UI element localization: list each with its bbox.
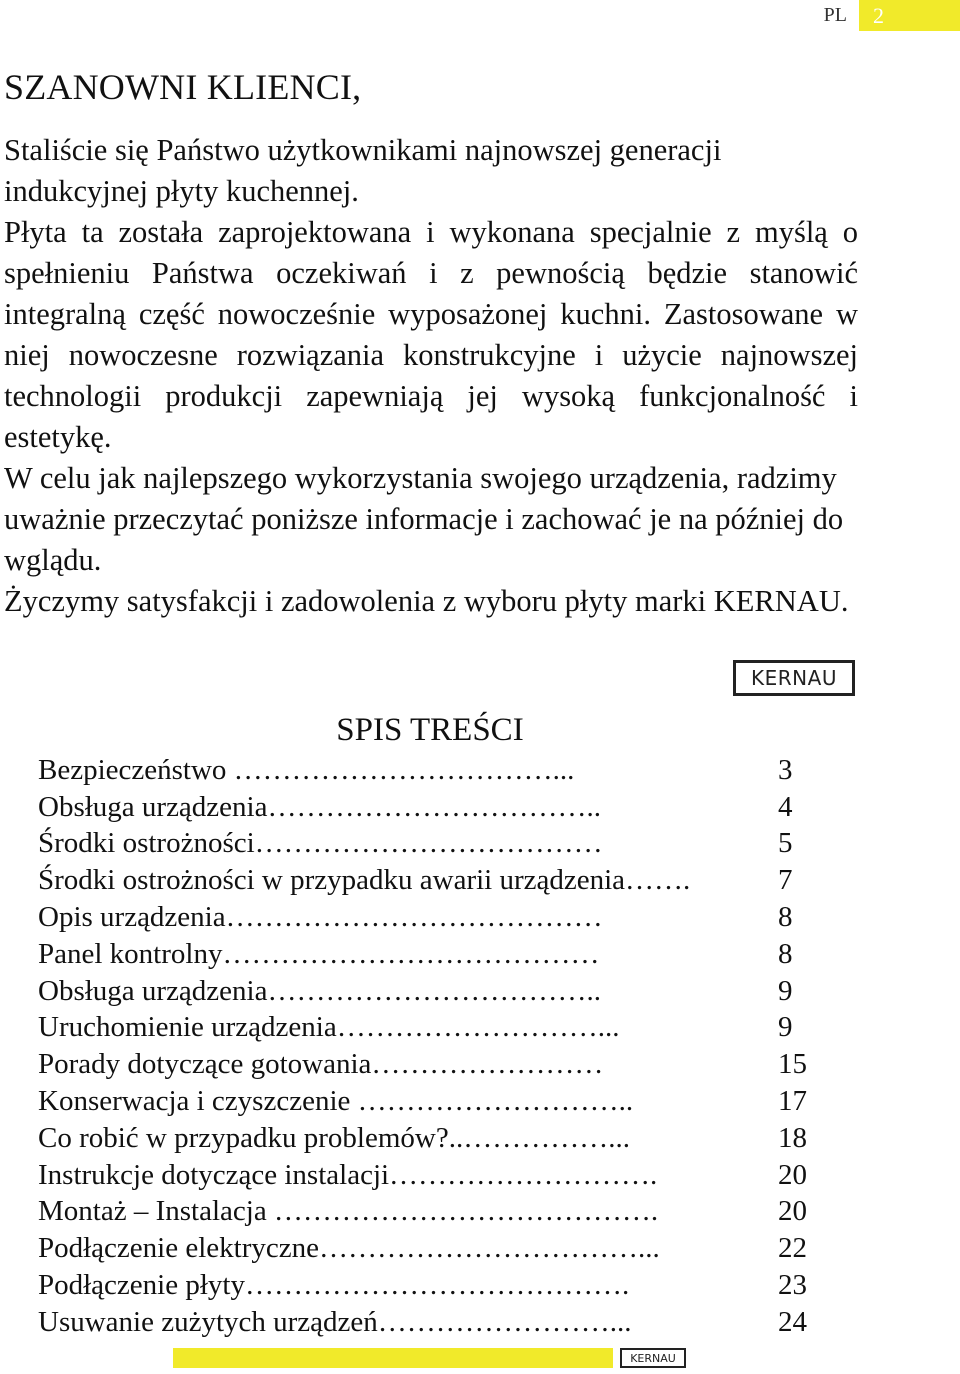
page-header [824,0,960,31]
toc-title: SPIS TREŚCI [336,712,524,748]
toc-item [38,1194,838,1231]
toc-item-label: Bezpieczeństwo ……………………………... [38,753,575,786]
footer-accent-bar [173,1348,613,1368]
intro-paragraph-2: Płyta ta została zaprojektowana i wykonana specjalnie z myślą o spełnieniu Państwa oczekiwań i z pewnością będzie stanowić integralną część nowocześnie wyposażonej kuchni. Zastosowane w niej nowoczesne rozwiązania konstrukcyjne i użycie najnowszej technologii produkcji zapewniają jej wysoką funkcjonalność i estetykę. [4,215,858,454]
toc-item [38,826,838,863]
toc-item [38,936,838,973]
toc-item-label: Środki ostrożności w przypadku awarii urządzenia……. [38,864,691,897]
toc-item [38,1083,838,1120]
toc-item [38,789,838,826]
footer-brand-logo [620,1348,686,1368]
brand-logo-text: KERNAU [751,666,837,690]
toc-item-label: Uruchomienie urządzenia………………………... [38,1011,620,1044]
toc-item [38,1120,838,1157]
toc-item-page: 8 [778,901,793,934]
toc-item-label: Montaż – Instalacja …………………………………. [38,1195,659,1228]
toc-item-page: 17 [778,1085,807,1118]
toc-item-page: 9 [778,1011,793,1044]
toc-item-label: Obsługa urządzenia…………………………….. [38,790,601,823]
toc-item-label: Co robić w przypadku problemów?..……………... [38,1121,630,1154]
intro-paragraph-3: W celu jak najlepszego wykorzystania swojego urządzenia, radzimy uważnie przeczytać poniższe informacje i zachować je na później do wglądu. [4,461,844,577]
toc-item-page: 15 [778,1048,807,1081]
toc-item [38,1267,838,1304]
toc-item-label: Usuwanie zużytych urządzeń……………………... [38,1305,632,1338]
toc-item-page: 8 [778,937,793,970]
toc-item-label: Środki ostrożności……………………………… [38,827,603,860]
toc-item [38,899,838,936]
toc-item-page: 7 [778,864,793,897]
toc-item [38,752,838,789]
toc-item-label: Instrukcje dotyczące instalacji………………………. [38,1158,658,1191]
page-number-badge [859,0,960,31]
toc-item-label: Panel kontrolny………………………………… [38,937,600,970]
toc-item-page: 20 [778,1195,807,1228]
toc-item-page: 23 [778,1269,807,1302]
toc-item [38,1304,838,1341]
brand-logo [733,660,855,696]
page-number: 2 [873,2,884,28]
intro-text [4,130,858,622]
toc-item [38,1010,838,1047]
toc-item [38,862,838,899]
toc-item-label: Konserwacja i czyszczenie ……………………….. [38,1085,634,1118]
toc-item [38,1230,838,1267]
toc-item-page: 5 [778,827,793,860]
toc-item-page: 9 [778,974,793,1007]
intro-paragraph-1: Staliście się Państwo użytkownikami najnowszej generacji indukcyjnej płyty kuchennej. [4,133,722,208]
toc-item-label: Opis urządzenia………………………………… [38,901,603,934]
intro-paragraph-4: Życzymy satysfakcji i zadowolenia z wyboru płyty marki KERNAU. [4,584,849,618]
toc-item-label: Podłączenie elektryczne……………………………... [38,1232,660,1265]
toc-item [38,1157,838,1194]
language-code: PL [823,4,847,26]
toc-item-page: 18 [778,1121,807,1154]
toc-item-label: Obsługa urządzenia…………………………….. [38,974,601,1007]
toc-item-label: Porady dotyczące gotowania…………………… [38,1048,604,1081]
toc-item-page: 20 [778,1158,807,1191]
toc-item-label: Podłączenie płyty…………………………………. [38,1269,630,1302]
toc-item-page: 3 [778,753,793,786]
table-of-contents [38,752,838,1341]
toc-item-page: 22 [778,1232,807,1265]
toc-item-page: 24 [778,1305,807,1338]
toc-item [38,973,838,1010]
toc-item-page: 4 [778,790,793,823]
toc-item [38,1046,838,1083]
footer-logo-text: KERNAU [630,1351,676,1365]
greeting-heading: SZANOWNI KLIENCI, [4,67,362,107]
